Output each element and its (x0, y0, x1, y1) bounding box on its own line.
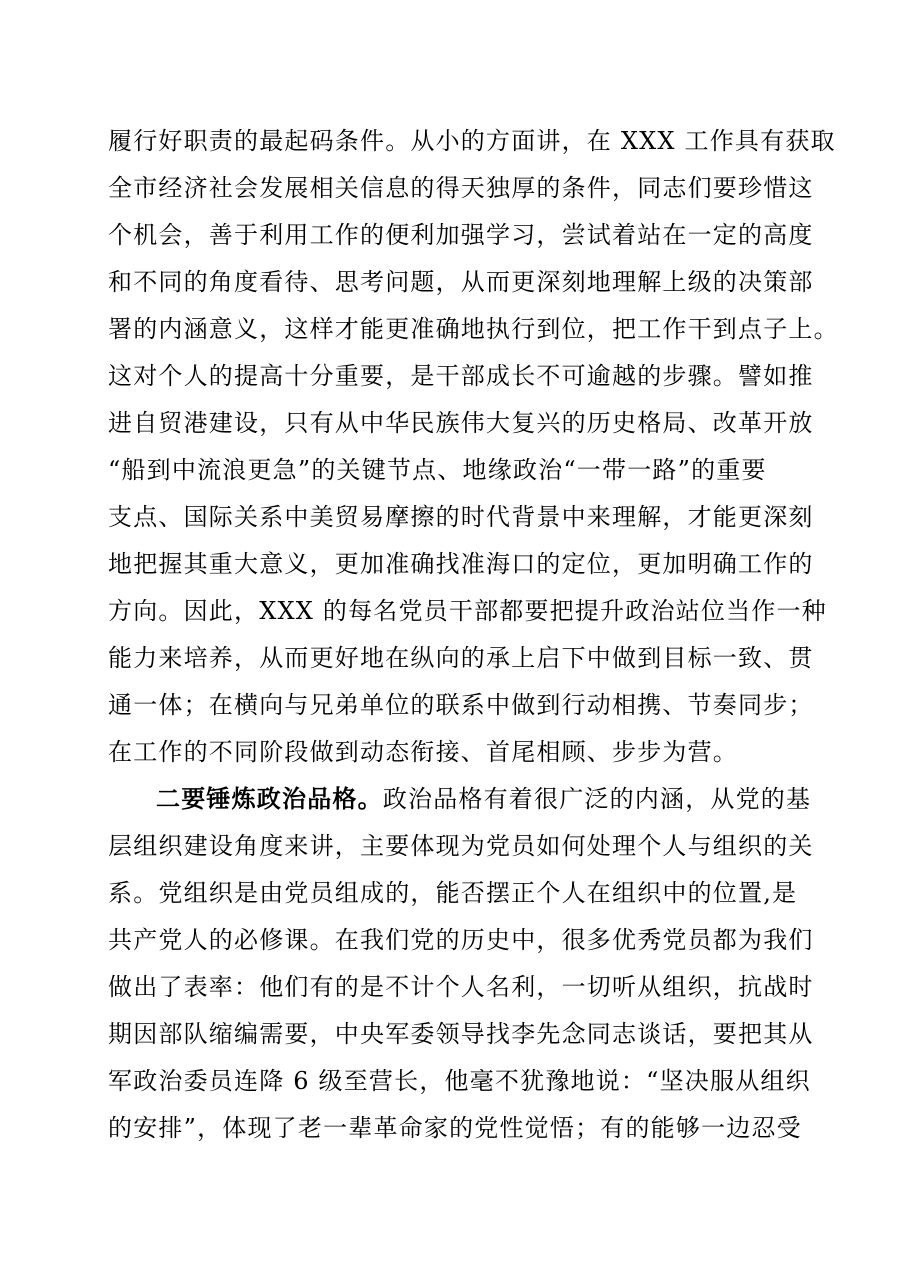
text-line: 层组织建设角度来讲，主要体现为党员如何处理个人与组织的关 (108, 832, 814, 860)
text-line: 进自贸港建设，只有从中华民族伟大复兴的历史格局、改革开放 (108, 409, 814, 437)
text-line: 个机会，善于利用工作的便利加强学习，尝试着站在一定的高度 (108, 221, 814, 249)
text-line: 这对个人的提高十分重要，是干部成长不可逾越的步骤。譬如推 (108, 362, 814, 390)
text-line: 在工作的不同阶段做到动态衔接、首尾相顾、步步为营。 (108, 738, 738, 766)
body-text (108, 118, 839, 1152)
text-line: 支点、国际关系中美贸易摩擦的时代背景中来理解，才能更深刻 (108, 503, 814, 531)
text-line: 共产党人的必修课。在我们党的历史中，很多优秀党员都为我们 (108, 926, 814, 954)
text-line: 通一体；在横向与兄弟单位的联系中做到行动相携、节奏同步； (108, 691, 814, 719)
text-line: 方向。因此，XXX 的每名党员干部都要把提升政治站位当作一种 (108, 597, 827, 625)
text-line: 履行好职责的最起码条件。从小的方面讲，在 XXX 工作具有获取 (108, 127, 836, 155)
text-line: 系。党组织是由党员组成的，能否摆正个人在组织中的位置,是 (108, 879, 798, 907)
paragraph-first-line (108, 776, 828, 823)
text-line: 期因部队缩编需要，中央军委领导找李先念同志谈话，要把其从 (108, 1020, 814, 1048)
text-line: “船到中流浪更急”的关键节点、地缘政治“一带一路”的重要 (108, 456, 767, 484)
text-line: 做出了表率：他们有的是不计个人名利，一切听从组织，抗战时 (108, 973, 814, 1001)
text-line: 能力来培养，从而更好地在纵向的承上启下中做到目标一致、贯 (108, 644, 814, 672)
text-line: 地把握其重大意义，更加准确找准海口的定位，更加明确工作的 (108, 550, 814, 578)
text-line: 和不同的角度看待、思考问题，从而更深刻地理解上级的决策部 (108, 268, 814, 296)
text-line: 的安排”，体现了老一辈革命家的党性觉悟；有的能够一边忍受 (108, 1114, 802, 1142)
text-line: 全市经济社会发展相关信息的得天独厚的条件，同志们要珍惜这 (108, 174, 814, 202)
text-line: 署的内涵意义，这样才能更准确地执行到位，把工作干到点子上。 (108, 315, 839, 343)
paragraph-first-line-text: 政治品格有着很广泛的内涵，从党的基 (382, 785, 812, 813)
text-line: 军政治委员连降 6 级至营长，他毫不犹豫地说：“坚决服从组织 (108, 1067, 811, 1095)
paragraph-heading: 二要锤炼政治品格。 (156, 785, 383, 813)
